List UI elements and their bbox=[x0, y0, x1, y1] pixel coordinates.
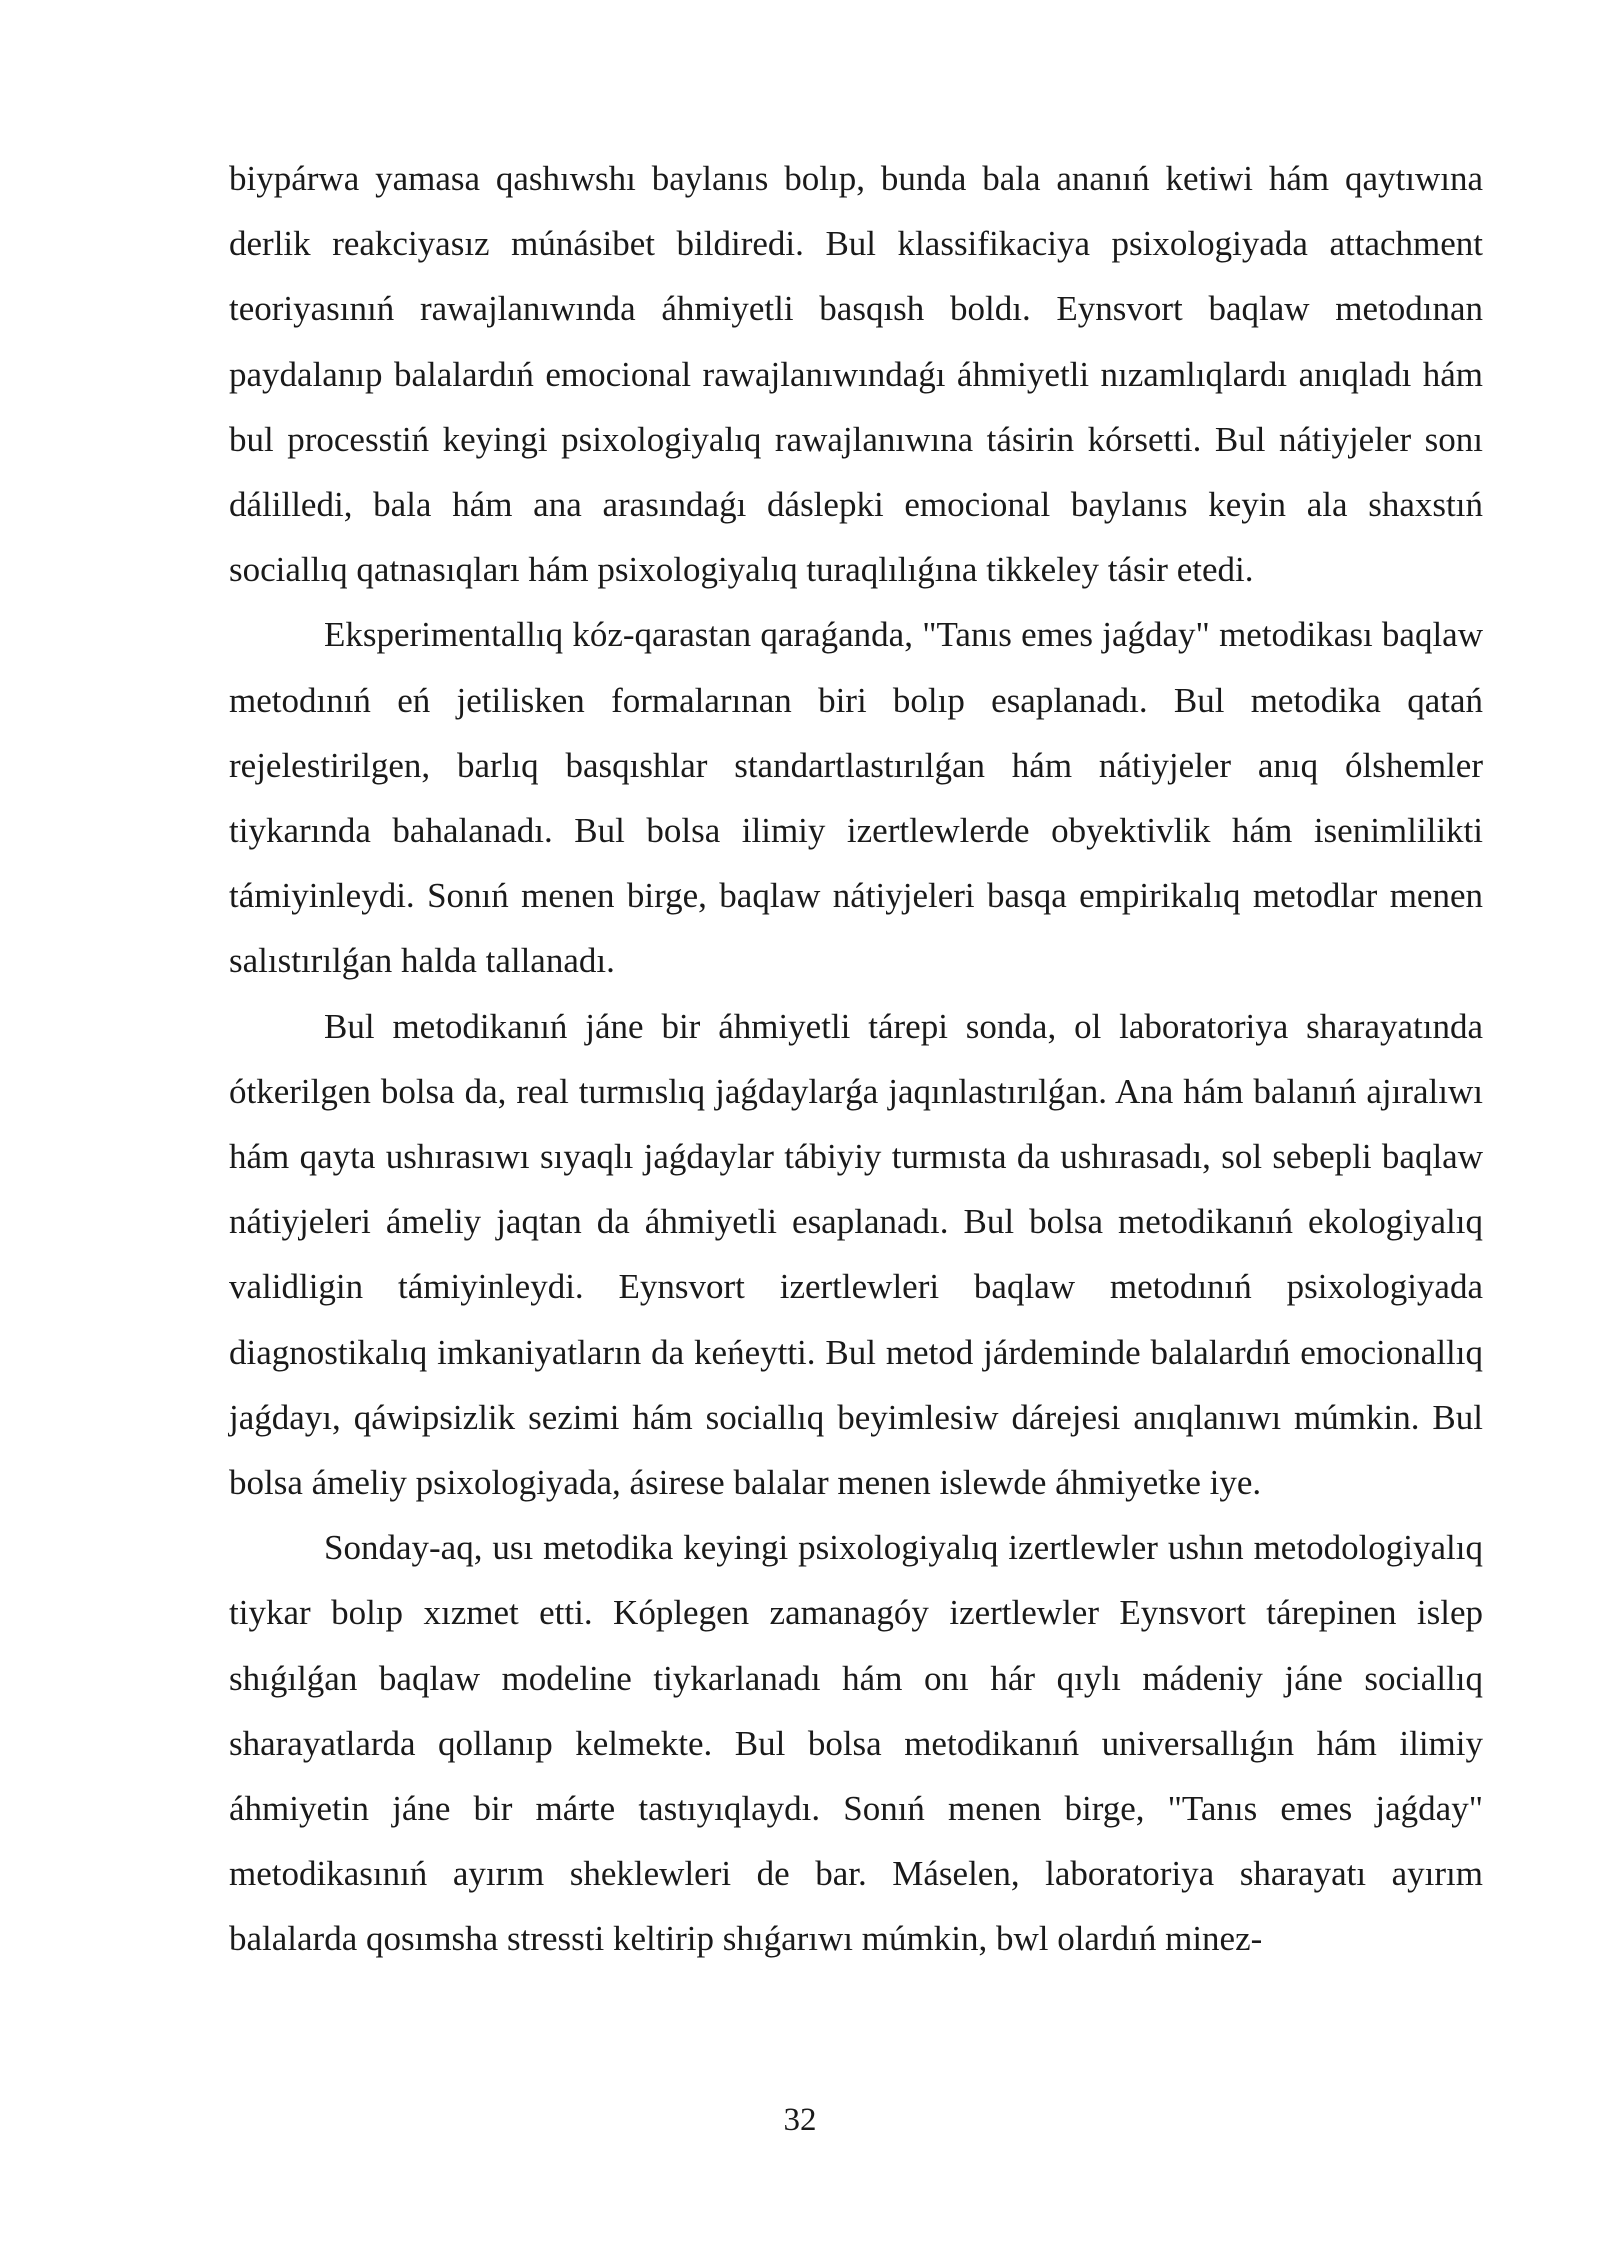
paragraph: Bul metodikanıń jáne bir áhmiyetli tárepi sonda, ol laboratoriya sharayatında ótkerilgen bolsa da, real turmıslıq jaǵdaylarǵa jaqınlastırılǵan. Ana hám balanıń ajıralıwı hám qayta ushırasıwı sıyaqlı jaǵdaylar tábiyiy turmısta da ushırasadı, sol sebepli baqlaw nátiyjeleri ámeliy jaqtan da áhmiyetli esaplanadı. Bul bolsa metodikanıń ekologiyalıq validligin támiyinleydi. Eynsvort izertlewleri baqlaw metodınıń psixologiyada diagnostikalıq imkaniyatların da keńeytti. Bul metod járdeminde balalardıń emocionallıq jaǵdayı, qáwipsizlik sezimi hám sociallıq beyimlesiw dárejesi anıqlanıwı múmkin. Bul bolsa ámeliy psixologiyada, ásirese balalar menen islewde áhmiyetke iye. bbox=[229, 1006, 1483, 1503]
body-text bbox=[229, 146, 1483, 1972]
paragraph: Sonday-aq, usı metodika keyingi psixologiyalıq izertlewler ushın metodologiyalıq tiykar bolıp xızmet etti. Kóplegen zamanagóy izertlewler Eynsvort tárepinen islep shıǵılǵan baqlaw modeline tiykarlanadı hám onı hár qıylı mádeniy jáne sociallıq sharayatlarda qollanıp kelmekte. Bul bolsa metodikanıń universallıǵın hám ilimiy áhmiyetin jáne bir márte tastıyıqlaydı. Sonıń menen birge, "Tanıs emes jaǵday" metodikasınıń ayırım sheklewleri de bar. Máselen, laboratoriya sharayatı ayırım balalarda qosımsha stressti keltirip shıǵarıwı múmkin, bwl olardıń minez- bbox=[229, 1528, 1483, 1959]
paragraph-continued: biypárwa yamasa qashıwshı baylanıs bolıp, bunda bala ananıń ketiwi hám qaytıwına derlik reakciyasız múnásibet bildiredi. Bul klassifikaciya psixologiyada attachment teoriyasınıń rawajlanıwında áhmiyetli basqısh boldı. Eynsvort baqlaw metodınan paydalanıp balalardıń emocional rawajlanıwındaǵı áhmiyetli nızamlıqlardı anıqladı hám bul processtiń keyingi psixologiyalıq rawajlanıwına tásirin kórsetti. Bul nátiyjeler sonı dálilledi, bala hám ana arasındaǵı dáslepki emocional baylanıs keyin ala shaxstıń sociallıq qatnasıqları hám psixologiyalıq turaqlılıǵına tikkeley tásir etedi. bbox=[229, 159, 1483, 590]
page-number: 32 bbox=[783, 2102, 817, 2138]
paragraph: Eksperimentallıq kóz-qarastan qaraǵanda, "Tanıs emes jaǵday" metodikası baqlaw metodınıń eń jetilisken formalarınan biri bolıp esaplanadı. Bul metodika qatań rejelestirilgen, barlıq basqıshlar standartlastırılǵan hám nátiyjeler anıq ólshemler tiykarında bahalanadı. Bul bolsa ilimiy izertlewlerde obyektivlik hám isenimlilikti támiyinleydi. Sonıń menen birge, baqlaw nátiyjeleri basqa empirikalıq metodlar menen salıstırılǵan halda tallanadı. bbox=[229, 615, 1483, 981]
